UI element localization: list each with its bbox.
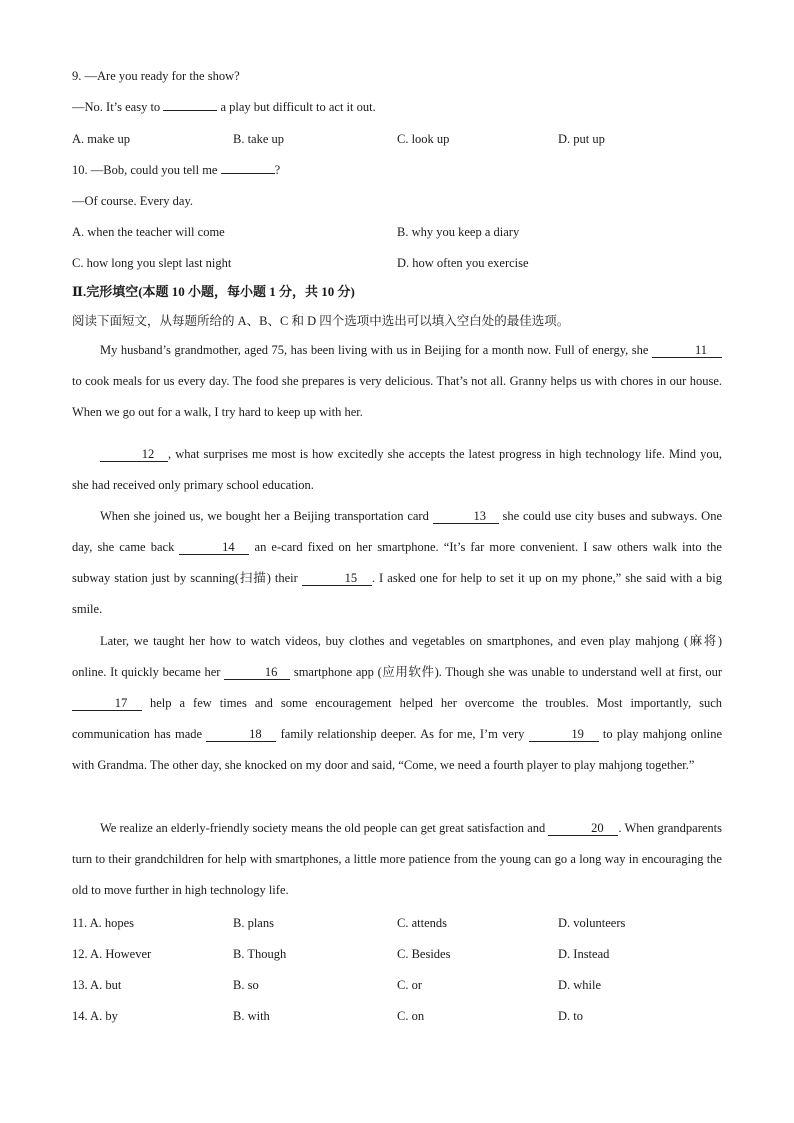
q14-option-a: 14. A. by (72, 1009, 118, 1023)
q11-option-c: C. attends (397, 916, 447, 930)
passage-paragraph-3 (72, 501, 722, 625)
passage-paragraph-1 (72, 335, 722, 428)
q9-stem: 9. —Are you ready for the show? (72, 69, 240, 83)
q9-option-a: A. make up (72, 132, 130, 146)
q12-option-b: B. Though (233, 947, 287, 961)
q10-option-c: C. how long you slept last night (72, 256, 232, 270)
q11-option-b: B. plans (233, 916, 274, 930)
q11-option-a: 11. A. hopes (72, 916, 135, 930)
passage-text: smartphone app (应用软件). Though she was unable to understand well at first, our (290, 665, 723, 679)
blank-17: 17 (72, 696, 142, 711)
passage-text: When she joined us, we bought her a Beijing transportation card (100, 509, 433, 523)
q10-option-d: D. how often you exercise (397, 256, 529, 270)
q12-option-d: D. Instead (558, 947, 610, 961)
q13-option-c: C. or (397, 978, 422, 992)
passage-paragraph-5 (72, 813, 722, 906)
passage-text: , what surprises me most is how excitedly she accepts the latest progress in high technology life. Mind you, she had received only primary school education. (72, 447, 722, 492)
q10-option-b: B. why you keep a diary (397, 225, 520, 239)
blank-20: 20 (548, 821, 618, 836)
blank-13: 13 (433, 509, 499, 524)
passage-text: . When grandparents turn to their grandchildren for help with smartphones, a little more patience from the young can go a long way in encouraging the old to move further in high technology life. (72, 821, 722, 897)
q12-option-c: C. Besides (397, 947, 451, 961)
q14-option-b: B. with (233, 1009, 270, 1023)
q9-option-b: B. take up (233, 132, 285, 146)
blank-16: 16 (224, 665, 290, 680)
passage-text: family relationship deeper. As for me, I’m very (276, 727, 529, 741)
passage-text: My husband’s grandmother, aged 75, has been living with us in Beijing for a month now. Full of energy, she (100, 343, 652, 357)
q9-reply-text-a: —No. It’s easy to (72, 100, 164, 114)
blank-12: 12 (100, 447, 168, 462)
q9-reply-text-b: a play but difficult to act it out. (217, 100, 376, 114)
q14-option-c: C. on (397, 1009, 425, 1023)
passage-text: Later, we taught her how to watch videos, buy clothes and vegetables on smartphones, and even play mahjong (麻将) online. It quickly became her (72, 634, 722, 679)
q10-stem (72, 162, 280, 178)
section-heading: Ⅱ.完形填空(本题 10 小题，每小题 1 分，共 10 分) (72, 284, 355, 299)
q10-option-a: A. when the teacher will come (72, 225, 225, 239)
q10-stem-text-a: 10. —Bob, could you tell me (72, 163, 221, 177)
q9-option-d: D. put up (558, 132, 605, 146)
q9-blank (163, 110, 217, 111)
q12-option-a: 12. A. However (72, 947, 152, 961)
blank-15: 15 (302, 571, 372, 586)
passage-text: . I asked one for help to set it up on my phone,” she said with a big smile. (72, 571, 722, 616)
passage-paragraph-4 (72, 626, 722, 781)
blank-19: 19 (529, 727, 599, 742)
q10-stem-text-b: ? (274, 163, 281, 177)
blank-14: 14 (179, 540, 249, 555)
q10-blank (221, 173, 275, 174)
q14-option-d: D. to (558, 1009, 583, 1023)
q13-option-b: B. so (233, 978, 259, 992)
q10-reply: —Of course. Every day. (72, 194, 194, 208)
passage-text: an e-card fixed on her smartphone. “It’s far more convenient. I saw others walk into the subway station just by scanning(扫描) their (72, 540, 722, 585)
passage-text: to cook meals for us every day. The food she prepares is very delicious. That’s not all. Granny helps us with chores in our house. When we go out for a walk, I try hard to keep up with her. (72, 374, 722, 419)
blank-18: 18 (206, 727, 276, 742)
blank-11: 11 (652, 343, 722, 358)
section-instruction: 阅读下面短文，从每题所给的 A、B、C 和 D 四个选项中选出可以填入空白处的最佳选项。 (72, 314, 570, 328)
passage-text: help a few times and some encouragement helped her overcome the troubles. Most importantly, such communication has made (72, 696, 722, 741)
q9-reply (72, 99, 376, 115)
q13-option-a: 13. A. but (72, 978, 122, 992)
q13-option-d: D. while (558, 978, 602, 992)
passage-text: We realize an elderly-friendly society means the old people can get great satisfaction and (100, 821, 549, 835)
passage-paragraph-2 (72, 439, 722, 501)
passage-text: she could use city buses and subways. One day, she came back (72, 509, 723, 554)
passage-text: to play mahjong online with Grandma. The other day, she knocked on my door and said, “Come, we need a fourth player to play mahjong together.” (72, 727, 722, 772)
q9-option-c: C. look up (397, 132, 450, 146)
q11-option-d: D. volunteers (558, 916, 626, 930)
